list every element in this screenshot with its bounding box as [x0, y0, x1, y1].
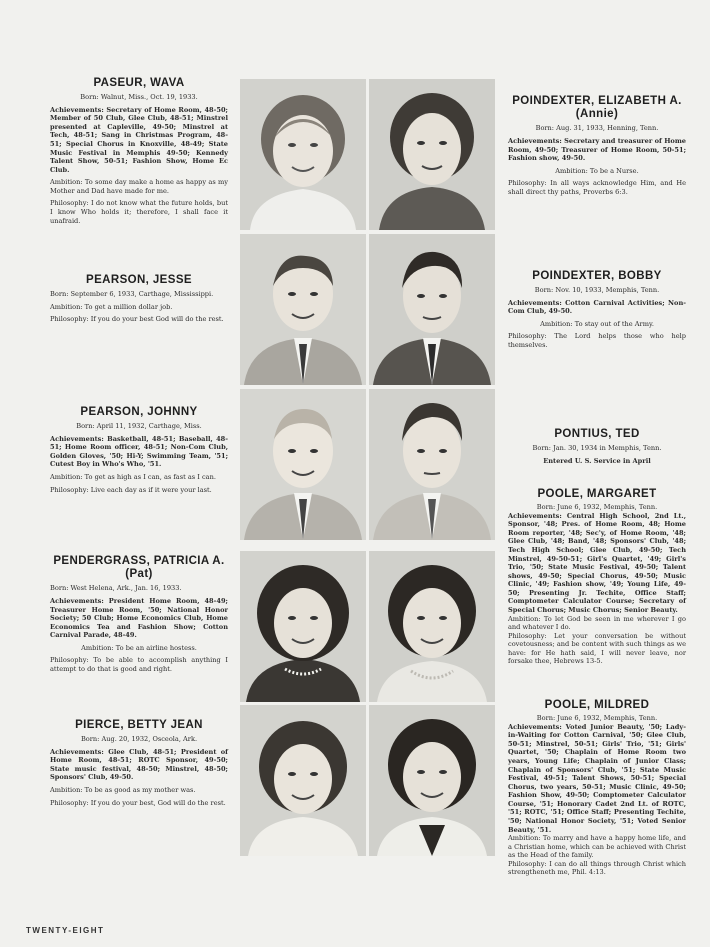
student-nickname: (Pat) [125, 568, 153, 581]
portrait-poindexter-elizabeth [369, 79, 495, 230]
service-note: Entered U. S. Service in April [543, 456, 651, 465]
bio-pearson-jesse [50, 274, 228, 328]
girl-portrait-icon [240, 551, 366, 702]
boy-portrait-icon [240, 389, 366, 540]
student-name: POINDEXTER, BOBBY [532, 270, 662, 282]
student-name: POOLE, MILDRED [544, 699, 650, 711]
born: Born: June 6, 1932, Memphis, Tenn. [536, 503, 658, 512]
girl-portrait-icon [369, 551, 495, 702]
portrait-poole-margaret [369, 551, 495, 702]
portrait-pontius-ted [369, 389, 495, 540]
bio-paseur-wava [50, 77, 228, 229]
girl-portrait-icon [369, 79, 495, 230]
bio-poindexter-bobby [508, 270, 686, 354]
philosophy: Philosophy: Let your conversation be without covetousness; and be content with such things as we have: for He hath said, I will never leave, nor forsake thee, Hebrews 13-5. [508, 631, 686, 666]
portrait-pearson-johnny [240, 389, 366, 540]
student-name: PEARSON, JOHNNY [80, 406, 198, 418]
bio-poole-mildred [508, 699, 686, 877]
ambition: Ambition: To some day make a home as happy as my Mother and Dad have made for me. [50, 178, 228, 195]
ambition: Ambition: To get a million dollar job. [50, 302, 173, 311]
born: Born: Nov. 10, 1933, Memphis, Tenn. [534, 286, 660, 295]
born: Born: West Helena, Ark., Jan. 16, 1933. [50, 584, 182, 593]
girl-portrait-icon [240, 79, 366, 230]
philosophy: Philosophy: To be able to accomplish anything I attempt to do that is good and right. [50, 656, 228, 673]
philosophy: Philosophy: If you do your best, God will do the rest. [50, 798, 226, 807]
philosophy: Philosophy: If you do your best God will do the rest. [50, 315, 224, 324]
achievements: Achievements: Voted Junior Beauty, '50; Lady-in-Waiting for Cotton Carnival, '50; Glee Club, 50-51; Minstrel, 50-51; Girls' Trio, '51; Girls' Quartet, '50; Chaplain of Home Room two years, Young Life; Chaplain of Junior Class; Chaplain of Sponsors' Club, '51; State Music Festival, 49-51; Talent Shows, 50-51; Special Chorus, two years, 50-51; Music Clinic, 49-50; Fashion Show, 49-50; Comptometer Calculator Course, '51; Honorary Cadet 2nd Lt. of ROTC, '51; ROTC, '51; Office Staff; Presenting Techite, '50; National Honor Society, '51; Voted Senior Beauty, '51. [508, 722, 686, 834]
ambition: Ambition: To be a Nurse. [555, 166, 639, 175]
boy-portrait-icon [240, 234, 366, 385]
bio-poindexter-elizabeth [508, 95, 686, 200]
bio-pearson-johnny [50, 406, 228, 498]
portrait-poole-mildred [369, 705, 495, 856]
born: Born: Aug. 20, 1932, Osceola, Ark. [80, 735, 198, 744]
student-name: PENDERGRASS, PATRICIA A. [53, 555, 225, 567]
born: Born: June 6, 1932, Memphis, Tenn. [536, 714, 658, 723]
born: Born: September 6, 1933, Carthage, Mississippi. [50, 290, 214, 299]
student-name: PASEUR, WAVA [93, 77, 185, 89]
student-name: POINDEXTER, ELIZABETH A. [512, 95, 682, 107]
student-name: POOLE, MARGARET [537, 488, 657, 500]
girl-portrait-icon [240, 705, 366, 856]
achievements: Achievements: Glee Club, 48-51; President of Home Room, 48-51; ROTC Sponsor, 49-50; State music festival, 48-50; Minstrel, 48-50; Sponsors' Club, 49-50. [50, 747, 228, 782]
philosophy: Philosophy: The Lord helps those who help themselves. [508, 332, 686, 350]
ambition: Ambition: To be an airline hostess. [81, 643, 197, 652]
philosophy: Philosophy: Live each day as if it were your last. [50, 485, 212, 494]
portrait-poindexter-bobby [369, 234, 495, 385]
philosophy: Philosophy: I can do all things through Christ which strengtheneth me, Phil. 4:13. [508, 859, 686, 877]
bio-pendergrass-patricia [50, 555, 228, 678]
philosophy: Philosophy: In all ways acknowledge Him, and He shall direct thy paths, Proverbs 6:3. [508, 179, 686, 196]
portrait-pendergrass-patricia [240, 551, 366, 702]
student-name: PEARSON, JESSE [86, 274, 192, 286]
bio-poole-margaret [508, 488, 686, 666]
bio-pontius-ted [508, 428, 686, 469]
boy-portrait-icon [369, 234, 495, 385]
achievements: Achievements: Cotton Carnival Activities; Non-Com Club, 49-50. [508, 298, 686, 316]
ambition: Ambition: To stay out of the Army. [540, 319, 654, 328]
bio-pierce-betty-jean [50, 719, 228, 811]
portrait-paseur-wava [240, 79, 366, 230]
page-number: TWENTY-EIGHT [26, 926, 105, 935]
achievements: Achievements: Central High School, 2nd Lt., Sponsor, '48; Pres. of Home Room, 48; Home Room reporter, '48; Sec'y, of Home Room, '48; Glee Club, '48; Band, '48; Sponsors' Club, '48; Tech High School; Glee Club, 49-50; Tech Minstrel, 49-50-51; Girl's Quartet, '49; Girl's Trio, '50; State Music Festival, 49-50; Talent shows, 49-50; Special Chorus, 49-50; Music Clinic, '49; Fashion show, '49; Young Life, 49-50; Presenting Jr. Techite, Office Staff; Comptometer Calculator Course; Secretary of Special Chorus; Music Chorus; Senior Beauty. [508, 511, 686, 614]
philosophy: Philosophy: I do not know what the future holds, but I know Who holds it; therefore, I shall face it unafraid. [50, 199, 228, 225]
born: Born: April 11, 1932, Carthage, Miss. [76, 422, 202, 431]
ambition: Ambition: To let God be seen in me wherever I go and whatever I do. [508, 614, 686, 632]
achievements: Achievements: Secretary of Home Room, 48-50; Member of 50 Club, Glee Club, 48-51; Minstrel presented at Capleville, 49-50; Minstrel at Tech, 48-51; Sang in Christmas Program, 48-51; Special Chorus in Knoxville, 48-49; State Music Festival in Memphis 49-50; Kennedy Talent Show, 50-51; Fashion Show, Home Ec Club. [50, 105, 228, 174]
student-name: PIERCE, BETTY JEAN [75, 719, 203, 731]
student-name: PONTIUS, TED [554, 428, 640, 440]
student-nickname: (Annie) [575, 108, 619, 121]
achievements: Achievements: President Home Room, 48-49; Treasurer Home Room, '50; National Honor Society; 50 Club; Home Economics Club, Home Economics Tea and Fashion Show; Cotton Carnival Parade, 48-49. [50, 597, 228, 640]
achievements: Achievements: Basketball, 48-51; Baseball, 48-51; Home Room officer, 48-51; Non-Com Club, Golden Gloves, '50; Hi-Y; Swimming Team, '51; Cutest Boy in Who's Who, '51. [50, 434, 228, 469]
ambition: Ambition: To get as high as I can, as fast as I can. [50, 473, 216, 482]
portrait-pearson-jesse [240, 234, 366, 385]
achievements: Achievements: Secretary and treasurer of Home Room, 49-50; Treasurer of Home Room, 50-51; Fashion show, 49-50. [508, 137, 686, 163]
girl-portrait-icon [369, 705, 495, 856]
boy-portrait-icon [369, 389, 495, 540]
portrait-pierce-betty-jean [240, 705, 366, 856]
born: Born: Aug. 31, 1933, Henning, Tenn. [535, 124, 659, 133]
born: Born: Jan. 30, 1934 in Memphis, Tenn. [532, 444, 662, 453]
born: Born: Walnut, Miss., Oct. 19, 1933. [80, 93, 198, 102]
ambition: Ambition: To be as good as my mother was. [50, 786, 196, 795]
ambition: Ambition: To marry and have a happy home life, and a Christian home, which can be achieved with Christ as the Head of the family. [508, 834, 686, 860]
